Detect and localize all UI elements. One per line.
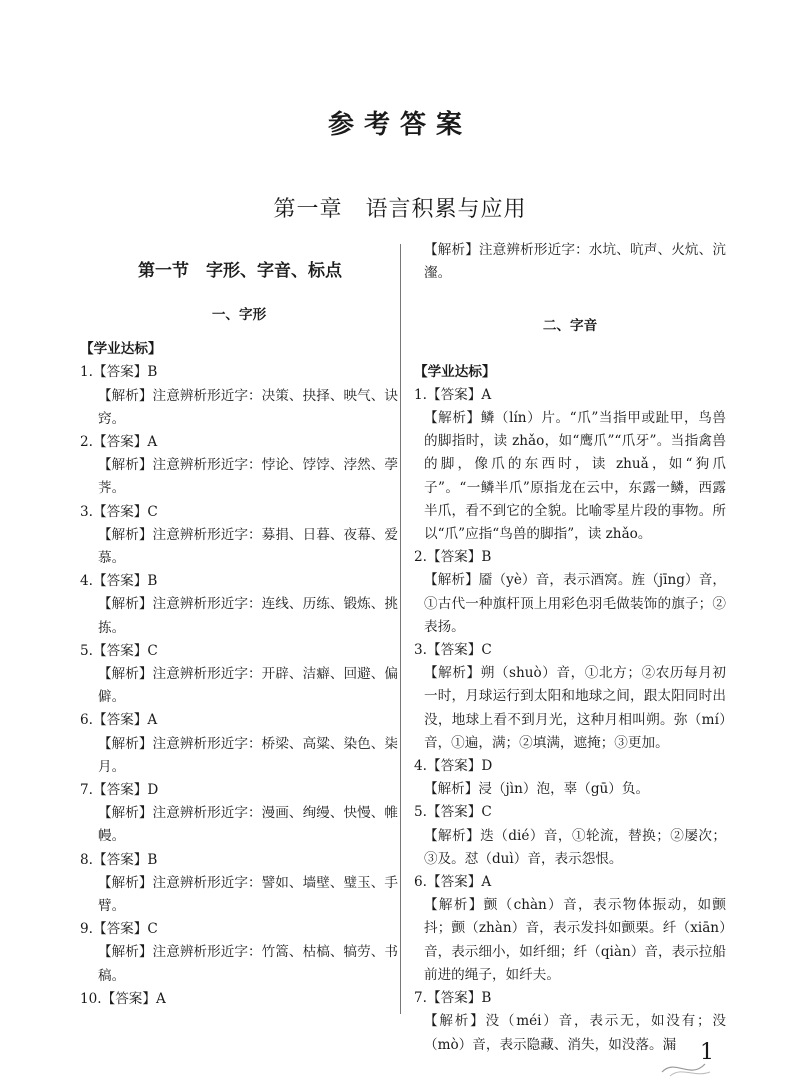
right-subheading: 二、字音 [542,318,598,335]
answer-line: 3.【答案】C [414,642,492,659]
explanation: 【解析】注意辨析形近字：决策、抉择、映气、诀窍。 [98,387,398,427]
answer-item [80,918,398,988]
answer-item [80,709,398,779]
answer-line: 6.【答案】A [414,874,492,891]
explanation: 【解析】注意辨析形近字：募捐、日暮、夜幕、爱慕。 [98,526,398,567]
answer-line: 4.【答案】B [80,573,158,590]
answer-item [414,755,726,801]
answer-item [414,871,726,987]
answer-item [80,501,398,571]
left-subheading: 一、字形 [211,307,267,323]
explanation: 【解析】鳞（lín）片。“爪”当指甲或趾甲，鸟兽的脚指时，读 zhǎo，如“鹰爪”“爪牙”。当指禽兽的脚，像爪的东西时，读 zhuǎ，如“狗爪子”。“一鳞半爪”原指龙在云中，东露一鳞，西露半爪，看不到它的全貌。比喻零星片段的事物。所以“爪”应指“鸟兽的脚指”，读 zhǎo。 [424,410,726,543]
answer-line: 6.【答案】A [80,712,158,729]
left-column [80,307,398,1011]
answer-item [414,384,726,546]
explanation: 【解析】注意辨析形近字：譬如、墙壁、璧玉、手臂。 [98,874,398,915]
continued-explanation: 【解析】注意辨析形近字：水坑、吭声、火炕、沆瀣。 [424,242,726,282]
page-title: 参考答案 [327,110,472,140]
explanation: 【解析】注意辨析形近字：漫画、绚缦、快慢、帷幔。 [98,805,398,845]
explanation: 【解析】注意辨析形近字：桥梁、高粱、染色、柒月。 [98,735,398,775]
section-heading: 第一节 字形、字音、标点 [138,261,342,281]
answer-line: 7.【答案】B [414,990,492,1007]
answer-item [80,431,398,501]
answer-line: 8.【答案】B [80,851,158,868]
answer-line: 9.【答案】C [80,921,158,938]
explanation: 【解析】迭（dié）音，①轮流，替换；②屡次；③及。怼（duì）音，表示怨恨。 [424,827,726,867]
right-column [414,239,726,1057]
answer-line: 5.【答案】C [80,642,158,659]
explanation: 【解析】朔（shuò）音，①北方；②农历每月初一时，月球运行到太阳和地球之间，跟太阳同时出没，地球上看不到月光，这种月相叫朔。弥（mí）音，①遍，满；②填满，遮掩；③更加。 [424,665,726,751]
explanation: 【解析】注意辨析形近字：悖论、饽饽、浡然、荸荠。 [98,457,398,497]
answer-line: 7.【答案】D [80,782,159,799]
column-divider [400,244,401,1014]
answer-item [80,779,398,849]
answer-item [414,987,726,1057]
answer-item [80,849,398,919]
answer-line: 3.【答案】C [80,503,158,520]
answer-item [80,570,398,640]
explanation: 【解析】注意辨析形近字：开辟、洁癖、回避、偏僻。 [98,666,398,706]
left-standard-label: 【学业达标】 [80,341,162,358]
answer-item [80,361,398,431]
right-standard-label: 【学业达标】 [414,363,496,380]
explanation: 【解析】注意辨析形近字：连线、历练、锻炼、挑拣。 [98,596,398,636]
answer-item [80,988,398,1011]
explanation: 【解析】注意辨析形近字：竹篙、枯槁、犒劳、书稿。 [98,944,398,984]
answer-line: 1.【答案】A [414,386,492,403]
explanation: 【解析】浸（jìn）泡，辜（gū）负。 [424,781,650,798]
answer-item [414,546,726,639]
answer-line: 10.【答案】A [80,990,166,1007]
answer-item [414,801,726,871]
answer-item [414,639,726,755]
explanation: 【解析】靥（yè）音，表示酒窝。旌（jīng）音，①古代一种旗杆顶上用彩色羽毛做装饰的旗子；②表扬。 [424,572,726,635]
answer-item [80,640,398,710]
page-number: 1 [700,1040,714,1065]
chapter-heading: 第一章 语言积累与应用 [273,197,527,222]
answer-line: 1.【答案】B [80,364,158,381]
answer-line: 4.【答案】D [414,758,493,775]
answer-line: 5.【答案】C [414,804,492,821]
answer-line: 2.【答案】A [80,434,158,451]
explanation: 【解析】颤（chàn）音，表示物体振动，如颤抖；颤（zhàn）音，表示发抖如颤栗。纤（xiān）音，表示细小，如纤细；纤（qiàn）音，表示拉船前进的绳子，如纤夫。 [424,897,726,983]
explanation: 【解析】没（méi）音，表示无，如没有；没（mò）音，表示隐藏、消失，如没落。漏 [424,1013,726,1053]
answer-line: 2.【答案】B [414,549,492,566]
